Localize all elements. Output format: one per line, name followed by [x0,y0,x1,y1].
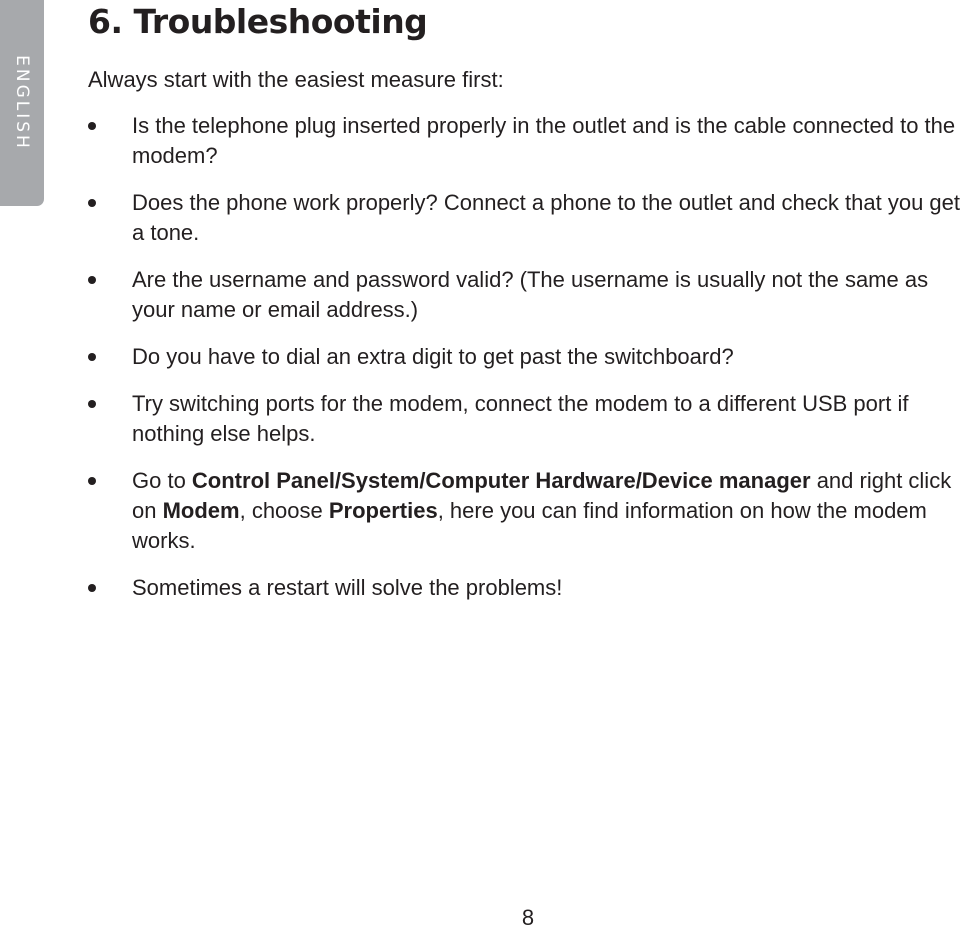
tip-text: Do you have to dial an extra digit to get past the switchboard? [132,344,734,369]
tip-text: Are the username and password valid? (The username is usually not the same as your name or email address.) [132,267,929,322]
list-item [88,111,960,171]
page-number: 8 [521,905,535,930]
list-item [88,265,960,325]
menu-option: Properties [328,498,438,523]
list-item [88,466,960,556]
bullet-icon [88,122,96,130]
tip-text: Does the phone work properly? Connect a phone to the outlet and check that you get a tone. [132,190,960,245]
bullet-icon [88,584,96,592]
tip-text: Is the telephone plug inserted properly in the outlet and is the cable connected to the modem? [132,113,956,168]
bullet-icon [88,477,96,485]
tip-text [132,468,951,553]
bullet-icon [88,199,96,207]
list-item [88,188,960,248]
bullet-icon [88,353,96,361]
intro-text: Always start with the easiest measure first: [88,67,504,92]
language-side-tab [0,0,44,206]
tip-text-part: and right click on [132,468,952,523]
tip-text-part: , here you can find information on how the modem works. [132,498,927,553]
bullet-icon [88,400,96,408]
bullet-icon [88,276,96,284]
menu-path: Control Panel/System/Computer Hardware/Device manager [191,468,811,493]
tip-text-part: Go to [132,468,192,493]
page-title: 6. Troubleshooting [88,2,428,41]
list-item [88,389,960,449]
list-item [88,573,960,603]
language-label: ENGLISH [12,55,32,151]
tip-text-part: , choose [239,498,329,523]
tip-text: Try switching ports for the modem, connect the modem to a different USB port if nothing else helps. [132,391,909,446]
device-name: Modem [162,498,240,523]
tip-text: Sometimes a restart will solve the problems! [132,575,563,600]
list-item [88,342,960,372]
troubleshooting-list [88,111,960,620]
